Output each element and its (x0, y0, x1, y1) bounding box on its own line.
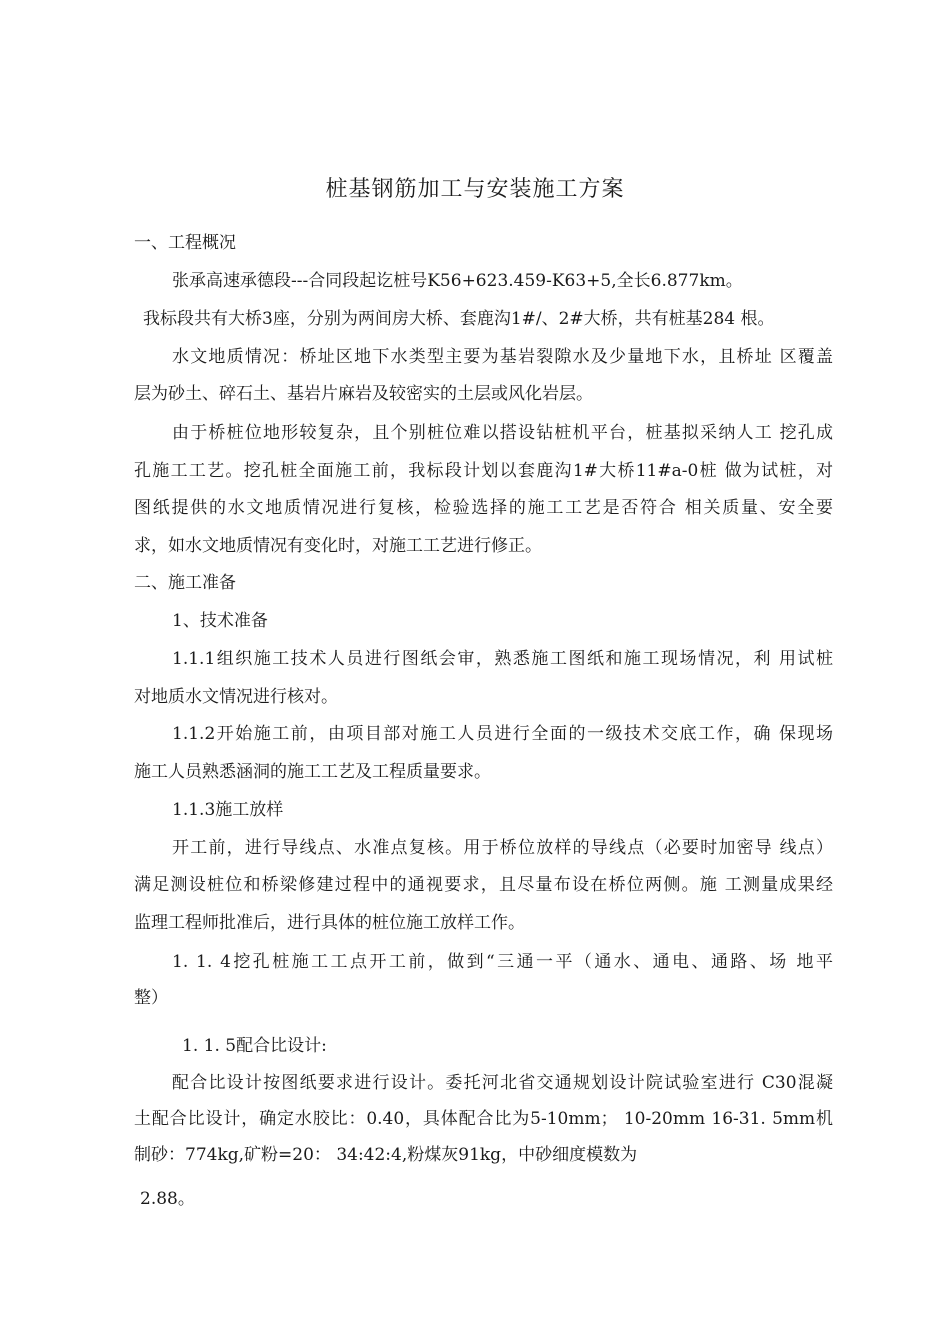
item-heading-mix-design: 1. 1. 5配合比设计: (182, 1036, 327, 1056)
paragraph-line: 配合比设计按图纸要求进行设计。委托河北省交通规划设计院试验室进行 C30混凝 (172, 1073, 833, 1093)
paragraph-line: 施工人员熟悉涵洞的施工工艺及工程质量要求。 (134, 762, 491, 782)
paragraph-line: 监理工程师批准后，进行具体的桩位施工放样工作。 (134, 913, 525, 933)
document-title: 桩基钢筋加工与安装施工方案 (325, 177, 625, 202)
paragraph-line: 1. 1. 4挖孔桩施工工点开工前，做到“三通一平（通水、通电、通路、场 地平 (172, 952, 833, 972)
paragraph-line: 对地质水文情况进行核对。 (134, 687, 338, 707)
paragraph-line: 张承高速承德段---合同段起讫桩号K56+623.459-K63+5,全长6.877km。 (172, 271, 743, 291)
paragraph-line: 土配合比设计，确定水胶比：0.40，具体配合比为5-10mm； 10-20mm 16-31. 5mm机 (134, 1109, 833, 1129)
item-heading-construction-layout: 1.1.3施工放样 (172, 800, 284, 820)
paragraph-line: 1.1.1组织施工技术人员进行图纸会审，熟悉施工图纸和施工现场情况，利 用试桩 (172, 649, 833, 669)
paragraph-line: 求，如水文地质情况有变化时，对施工工艺进行修正。 (134, 536, 542, 556)
section-heading-construction-preparation: 二、施工准备 (134, 573, 236, 593)
paragraph-line: 水文地质情况：桥址区地下水类型主要为基岩裂隙水及少量地下水，且桥址 区覆盖 (172, 347, 833, 367)
paragraph-line: 开工前，进行导线点、水准点复核。用于桥位放样的导线点（必要时加密导 线点） (172, 838, 833, 858)
paragraph-line: 制砂：774kg,矿粉=20： 34:42:4,粉煤灰91kg，中砂细度模数为 (134, 1145, 638, 1165)
section-heading-project-overview: 一、工程概况 (134, 233, 236, 253)
paragraph-line: 孔施工工艺。挖孔桩全面施工前，我标段计划以套鹿沟1#大桥11#a-0桩 做为试桩，对 (134, 461, 833, 481)
paragraph-line: 满足测设桩位和桥梁修建过程中的通视要求，且尽量布设在桥位两侧。施 工测量成果经 (134, 875, 833, 895)
paragraph-line: 1.1.2开始施工前，由项目部对施工人员进行全面的一级技术交底工作，确 保现场 (172, 724, 833, 744)
paragraph-line: 层为砂土、碎石土、基岩片麻岩及较密实的土层或风化岩层。 (134, 384, 593, 404)
subsection-heading-technical-preparation: 1、技术准备 (172, 611, 268, 631)
paragraph-line: 整） (134, 988, 168, 1008)
paragraph-line: 由于桥桩位地形较复杂，且个别桩位难以搭设钻桩机平台，桩基拟采纳人工 挖孔成 (172, 423, 833, 443)
paragraph-line: 图纸提供的水文地质情况进行复核，检验选择的施工工艺是否符合 相关质量、安全要 (134, 498, 833, 518)
paragraph-line: 我标段共有大桥3座，分别为两间房大桥、套鹿沟1#/、2#大桥，共有桩基284 根。 (143, 309, 775, 329)
paragraph-line: 2.88。 (140, 1189, 195, 1209)
